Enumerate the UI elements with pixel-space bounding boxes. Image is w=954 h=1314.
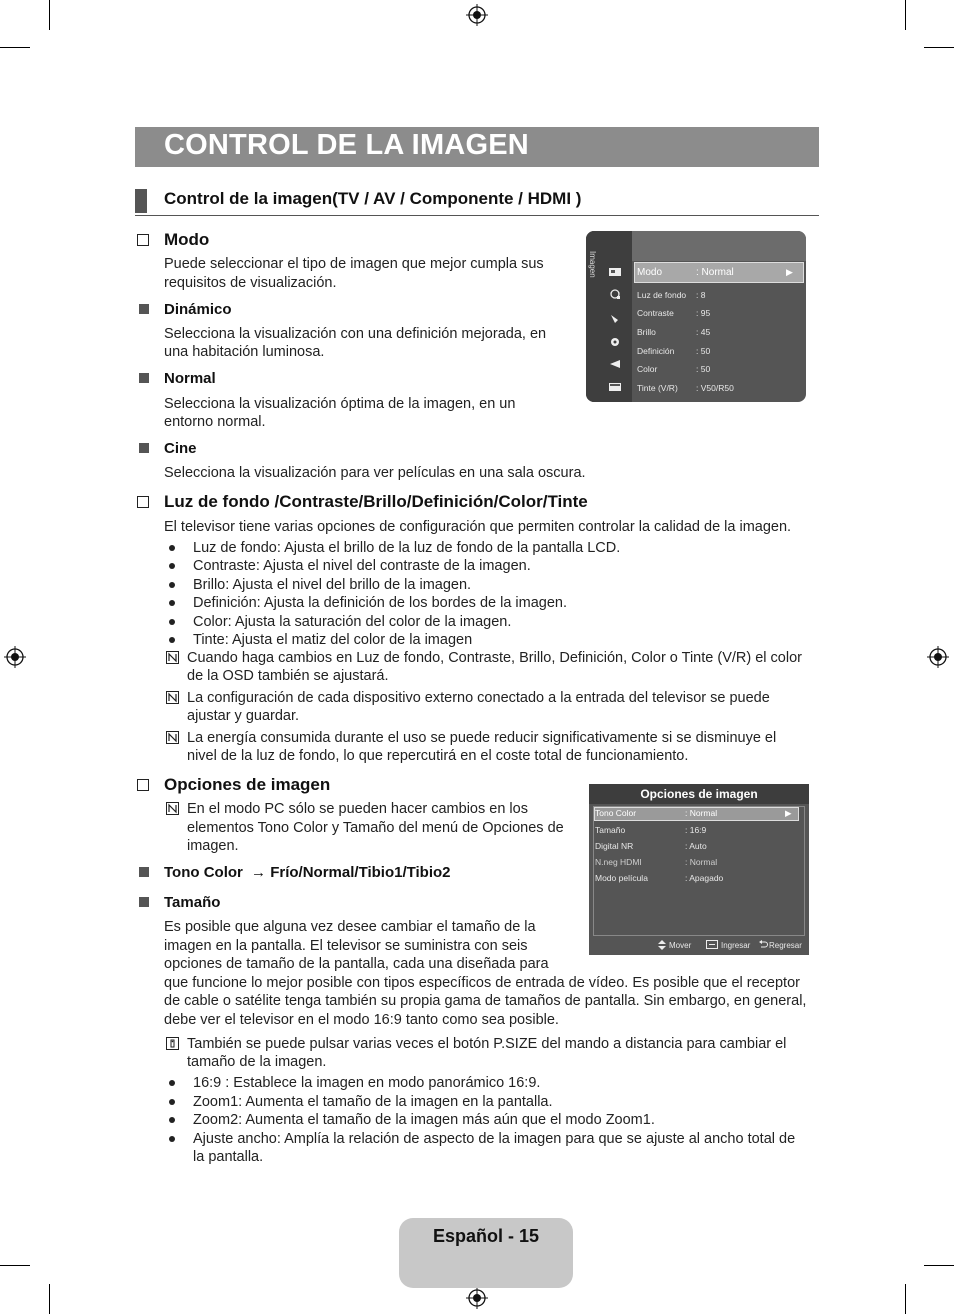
normal-label: Normal (164, 370, 216, 387)
osd-row-value: : 95 (696, 308, 711, 318)
opciones-note: En el modo PC sólo se pueden hacer cambios en los (187, 801, 528, 817)
footer-return: Regresar (769, 941, 802, 950)
tono-color-name: Tono Color (164, 864, 243, 881)
tamano-bullet: Zoom1: Aumenta el tamaño de la imagen en la pantalla. (193, 1094, 553, 1110)
osd-row-value: : Apagado (685, 873, 724, 883)
note-icon (166, 731, 179, 744)
crop-mark (49, 1284, 50, 1314)
note-text: Cuando haga cambios en Luz de fondo, Contraste, Brillo, Definición, Color o Tinte (V/R) el color (187, 650, 802, 666)
channel-icon (609, 314, 621, 324)
note-text: La energía consumida durante el uso se puede reducir significativamente si se disminuye el (187, 730, 777, 746)
page-number-tab (399, 1218, 573, 1288)
remote-note: tamaño de la imagen. (187, 1054, 327, 1070)
remote-icon (166, 1037, 179, 1050)
section-heading-text: Control de la imagen(TV / AV / Componente / HDMI ) (164, 189, 582, 208)
luz-bullet: Color: Ajusta la saturación del color de la imagen. (193, 614, 512, 630)
arrow-icon: → (251, 864, 267, 881)
square-bullet-icon (139, 304, 149, 314)
registration-mark-icon (927, 646, 949, 668)
note-icon (166, 651, 179, 664)
bullet-dot (169, 619, 175, 625)
note-icon (166, 802, 179, 815)
bullet-dot (169, 637, 175, 643)
input-icon (609, 359, 621, 369)
registration-mark-icon (4, 646, 26, 668)
luz-bullet: Contraste: Ajusta el nivel del contraste de la imagen. (193, 558, 531, 574)
application-icon (609, 382, 621, 392)
modo-intro-line: requisitos de visualización. (164, 275, 337, 291)
bullet-dot (169, 563, 175, 569)
enter-icon (706, 940, 718, 949)
osd-row-label: Color (637, 364, 658, 374)
osd-modo-arrow: ▶ (786, 267, 793, 277)
osd-row-value: : 50 (696, 364, 711, 374)
tamano-text: debe ver el televisor en el modo 16:9 tanto como sea posible. (164, 1012, 559, 1028)
opciones-note: imagen. (187, 838, 239, 854)
osd-row-label: Tono Color (595, 808, 637, 818)
osd-row-label: Tamaño (595, 825, 626, 835)
note-icon (166, 691, 179, 704)
tamano-text: opciones de tamaño de la pantalla, cada una diseñada para (164, 956, 549, 972)
modo-intro-line: Puede seleccionar el tipo de imagen que mejor cumpla sus (164, 256, 544, 272)
bullet-dot (169, 600, 175, 606)
bullet-dot (169, 1136, 175, 1142)
bullet-dot (169, 545, 175, 551)
modo-heading: Modo (164, 230, 210, 249)
square-bullet-icon (139, 443, 149, 453)
normal-text: entorno normal. (164, 414, 266, 430)
osd-row-label: Tinte (V/R) (637, 383, 678, 393)
normal-text: Selecciona la visualización óptima de la imagen, en un (164, 396, 516, 412)
osd-side-label: Imagen (588, 251, 597, 278)
osd-row-label: Definición (637, 346, 675, 356)
crop-mark (0, 47, 30, 48)
osd-row-label: Brillo (637, 327, 656, 337)
luz-bullet: Luz de fondo: Ajusta el brillo de la luz de fondo de la pantalla LCD. (193, 540, 621, 556)
osd-row-value: : Normal (685, 808, 718, 818)
osd-imagen-menu (586, 231, 806, 402)
tono-color-label (164, 864, 451, 881)
crop-mark (0, 1265, 30, 1266)
osd-modo-label: Modo (637, 267, 663, 278)
bullet-dot (169, 1080, 175, 1086)
osd-modo-value: : Normal (696, 267, 734, 278)
tamano-bullet: la pantalla. (193, 1149, 264, 1165)
crop-mark (905, 0, 906, 30)
tamano-text: de cable o satélite tenga también su propia gama de tamaños de pantalla. Sin embargo, en general, (164, 993, 807, 1009)
section-heading (135, 185, 819, 216)
osd-row-arrow: ▶ (785, 808, 792, 818)
luz-bullet: Tinte: Ajusta el matiz del color de la imagen (193, 632, 473, 648)
picture-icon (609, 267, 621, 277)
note-text: nivel de la luz de fondo, lo que repercutirá en el coste total de funcionamiento. (187, 748, 689, 764)
square-bullet-icon (139, 373, 149, 383)
page-number: Español - 15 (432, 1226, 540, 1246)
osd-row-value: : 45 (696, 327, 711, 337)
registration-mark-icon (466, 4, 488, 26)
sound-icon (609, 289, 621, 299)
page-title-bar (135, 127, 819, 167)
osd-row-value: : 16:9 (685, 825, 707, 835)
footer-move: Mover (669, 941, 692, 950)
remote-note: También se puede pulsar varias veces el botón P.SIZE del mando a distancia para cambiar el (187, 1036, 787, 1052)
tamano-text: Es posible que alguna vez desee cambiar el tamaño de la (164, 919, 536, 935)
dinamico-label: Dinámico (164, 301, 232, 318)
cine-text: Selecciona la visualización para ver películas en una sala oscura. (164, 465, 586, 481)
luz-bullet: Definición: Ajusta la definición de los bordes de la imagen. (193, 595, 568, 611)
osd-opciones-title: Opciones de imagen (589, 784, 809, 804)
osd-opciones-menu (589, 784, 809, 955)
luz-bullet: Brillo: Ajusta el nivel del brillo de la imagen. (193, 577, 472, 593)
bullet-dot (169, 582, 175, 588)
luz-heading: Luz de fondo /Contraste/Brillo/Definición/Color/Tinte (164, 492, 588, 511)
checkbox-bullet-icon (137, 234, 149, 246)
osd-row-value: : Normal (685, 857, 718, 867)
opciones-note: elementos Tono Color y Tamaño del menú de Opciones de (187, 820, 564, 836)
tono-color-values: Frío/Normal/Tibio1/Tibio2 (270, 864, 451, 881)
osd-row-value: : 8 (696, 290, 706, 300)
crop-mark (924, 47, 954, 48)
checkbox-bullet-icon (137, 779, 149, 791)
page-title: CONTROL DE LA IMAGEN (164, 129, 529, 161)
tamano-bullet: 16:9 : Establece la imagen en modo panorámico 16:9. (193, 1075, 541, 1091)
osd-row-value: : V50/R50 (696, 383, 734, 393)
move-arrows-icon (658, 940, 666, 950)
registration-mark-icon (466, 1287, 488, 1309)
tamano-text: imagen en la pantalla. El televisor se suministra con seis (164, 938, 528, 954)
square-bullet-icon (139, 897, 149, 907)
osd-row-value: : 50 (696, 346, 711, 356)
osd-row-value: : Auto (685, 841, 707, 851)
crop-mark (905, 1284, 906, 1314)
setup-gear-icon (609, 337, 621, 347)
osd-row-label: Digital NR (595, 841, 634, 851)
square-bullet-icon (139, 867, 149, 877)
note-text: ajustar y guardar. (187, 708, 300, 724)
osd-row-label: N.neg HDMI (595, 857, 642, 867)
osd-row-label: Contraste (637, 308, 674, 318)
tamano-bullet: Zoom2: Aumenta el tamaño de la imagen más aún que el modo Zoom1. (193, 1112, 655, 1128)
bullet-dot (169, 1117, 175, 1123)
note-text: La configuración de cada dispositivo externo conectado a la entrada del televisor se puede (187, 690, 770, 706)
opciones-heading: Opciones de imagen (164, 775, 331, 794)
dinamico-text: Selecciona la visualización con una definición mejorada, en (164, 326, 547, 342)
bullet-dot (169, 1099, 175, 1105)
tamano-text: que funcione lo mejor posible con tipos específicos de entrada de vídeo. Es posible que el receptor (164, 975, 800, 991)
return-icon (759, 940, 768, 949)
checkbox-bullet-icon (137, 496, 149, 508)
crop-mark (49, 0, 50, 30)
cine-label: Cine (164, 440, 197, 457)
osd-row-label: Modo película (595, 873, 648, 883)
tamano-bullet: Ajuste ancho: Amplía la relación de aspecto de la imagen para que se ajuste al ancho total de (193, 1131, 796, 1147)
osd-row-label: Luz de fondo (637, 290, 687, 300)
section-marker (135, 189, 147, 213)
footer-enter: Ingresar (721, 941, 751, 950)
luz-intro: El televisor tiene varias opciones de configuración que permiten controlar la calidad de la imagen. (164, 519, 792, 535)
crop-mark (924, 1265, 954, 1266)
note-text: de la OSD también se ajustará. (187, 668, 389, 684)
dinamico-text: una habitación luminosa. (164, 344, 325, 360)
tamano-label: Tamaño (164, 894, 221, 911)
